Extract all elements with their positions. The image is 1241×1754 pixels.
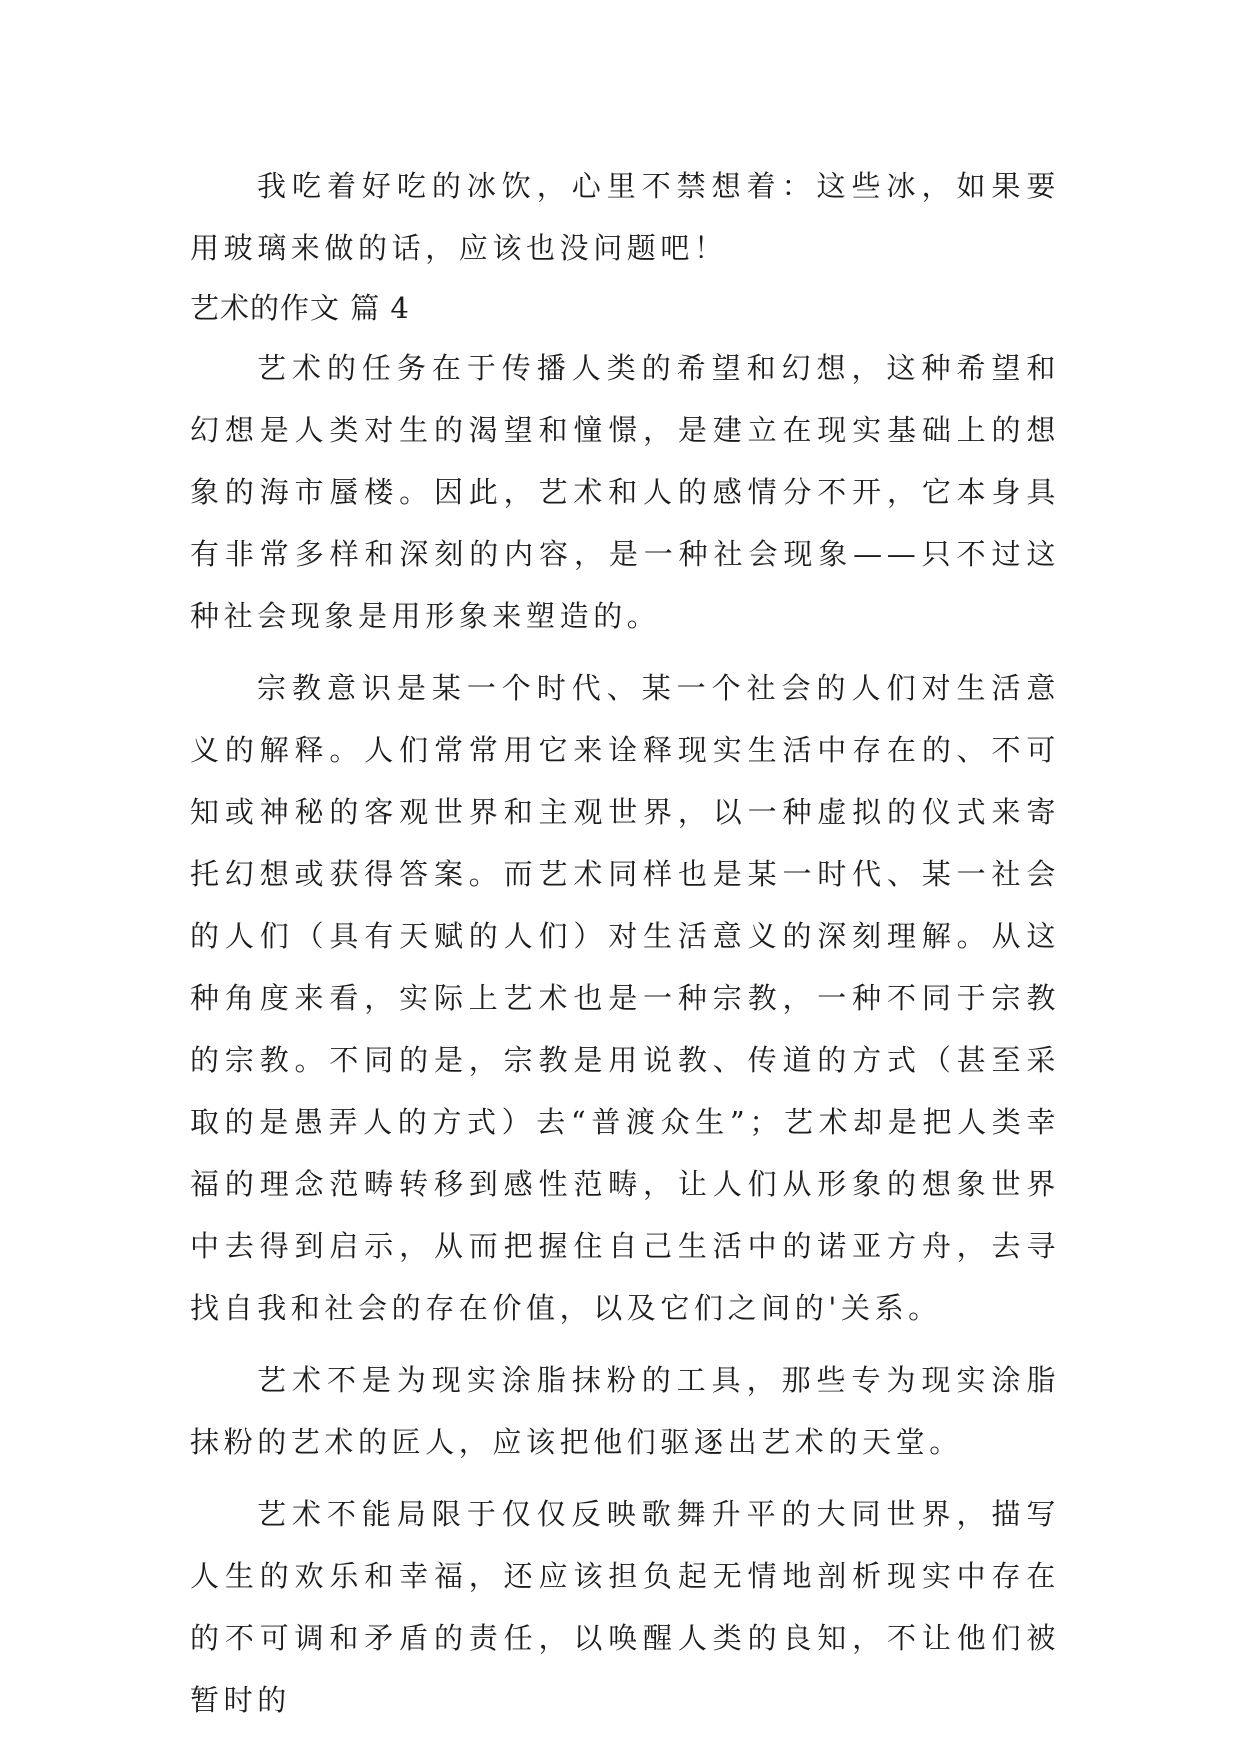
paragraph-religion: 宗教意识是某一个时代、某一个社会的人们对生活意义的解释。人们常常用它来诠释现实生活中存在的、不可知或神秘的客观世界和主观世界，以一种虚拟的仪式来寄托幻想或获得答案。而艺术同样也是某一时代、某一社会的人们（具有天赋的人们）对生活意义的深刻理解。从这种角度来看，实际上艺术也是一种宗教，一种不同于宗教的宗教。不同的是，宗教是用说教、传道的方式（甚至采取的是愚弄人的方式）去“普渡众生”；艺术却是把人类幸福的理念范畴转移到感性范畴，让人们从形象的想象世界中去得到启示，从而把握住自己生活中的诺亚方舟，去寻找自我和社会的存在价值，以及它们之间的'关系。: [190, 671, 1060, 1325]
paragraph-ice-drink: 我吃着好吃的冰饮，心里不禁想着：这些冰，如果要用玻璃来做的话，应该也没问题吧！: [190, 169, 1060, 265]
document-page: [190, 155, 1060, 1741]
paragraph-art-limits: 艺术不能局限于仅仅反映歌舞升平的大同世界，描写人生的欢乐和幸福，还应该担负起无情地剖析现实中存在的不可调和矛盾的责任，以唤醒人类的良知，不让他们被暂时的: [190, 1497, 1060, 1717]
paragraph-art-not-tool: 艺术不是为现实涂脂抹粉的工具，那些专为现实涂脂抹粉的艺术的匠人，应该把他们驱逐出艺术的天堂。: [190, 1363, 1060, 1459]
section-heading: 艺术的作文 篇 4: [190, 291, 410, 325]
paragraph-art-task: 艺术的任务在于传播人类的希望和幻想，这种希望和幻想是人类对生的渴望和憧憬，是建立在现实基础上的想象的海市蜃楼。因此，艺术和人的感情分不开，它本身具有非常多样和深刻的内容，是一种社会现象——只不过这种社会现象是用形象来塑造的。: [190, 351, 1060, 633]
